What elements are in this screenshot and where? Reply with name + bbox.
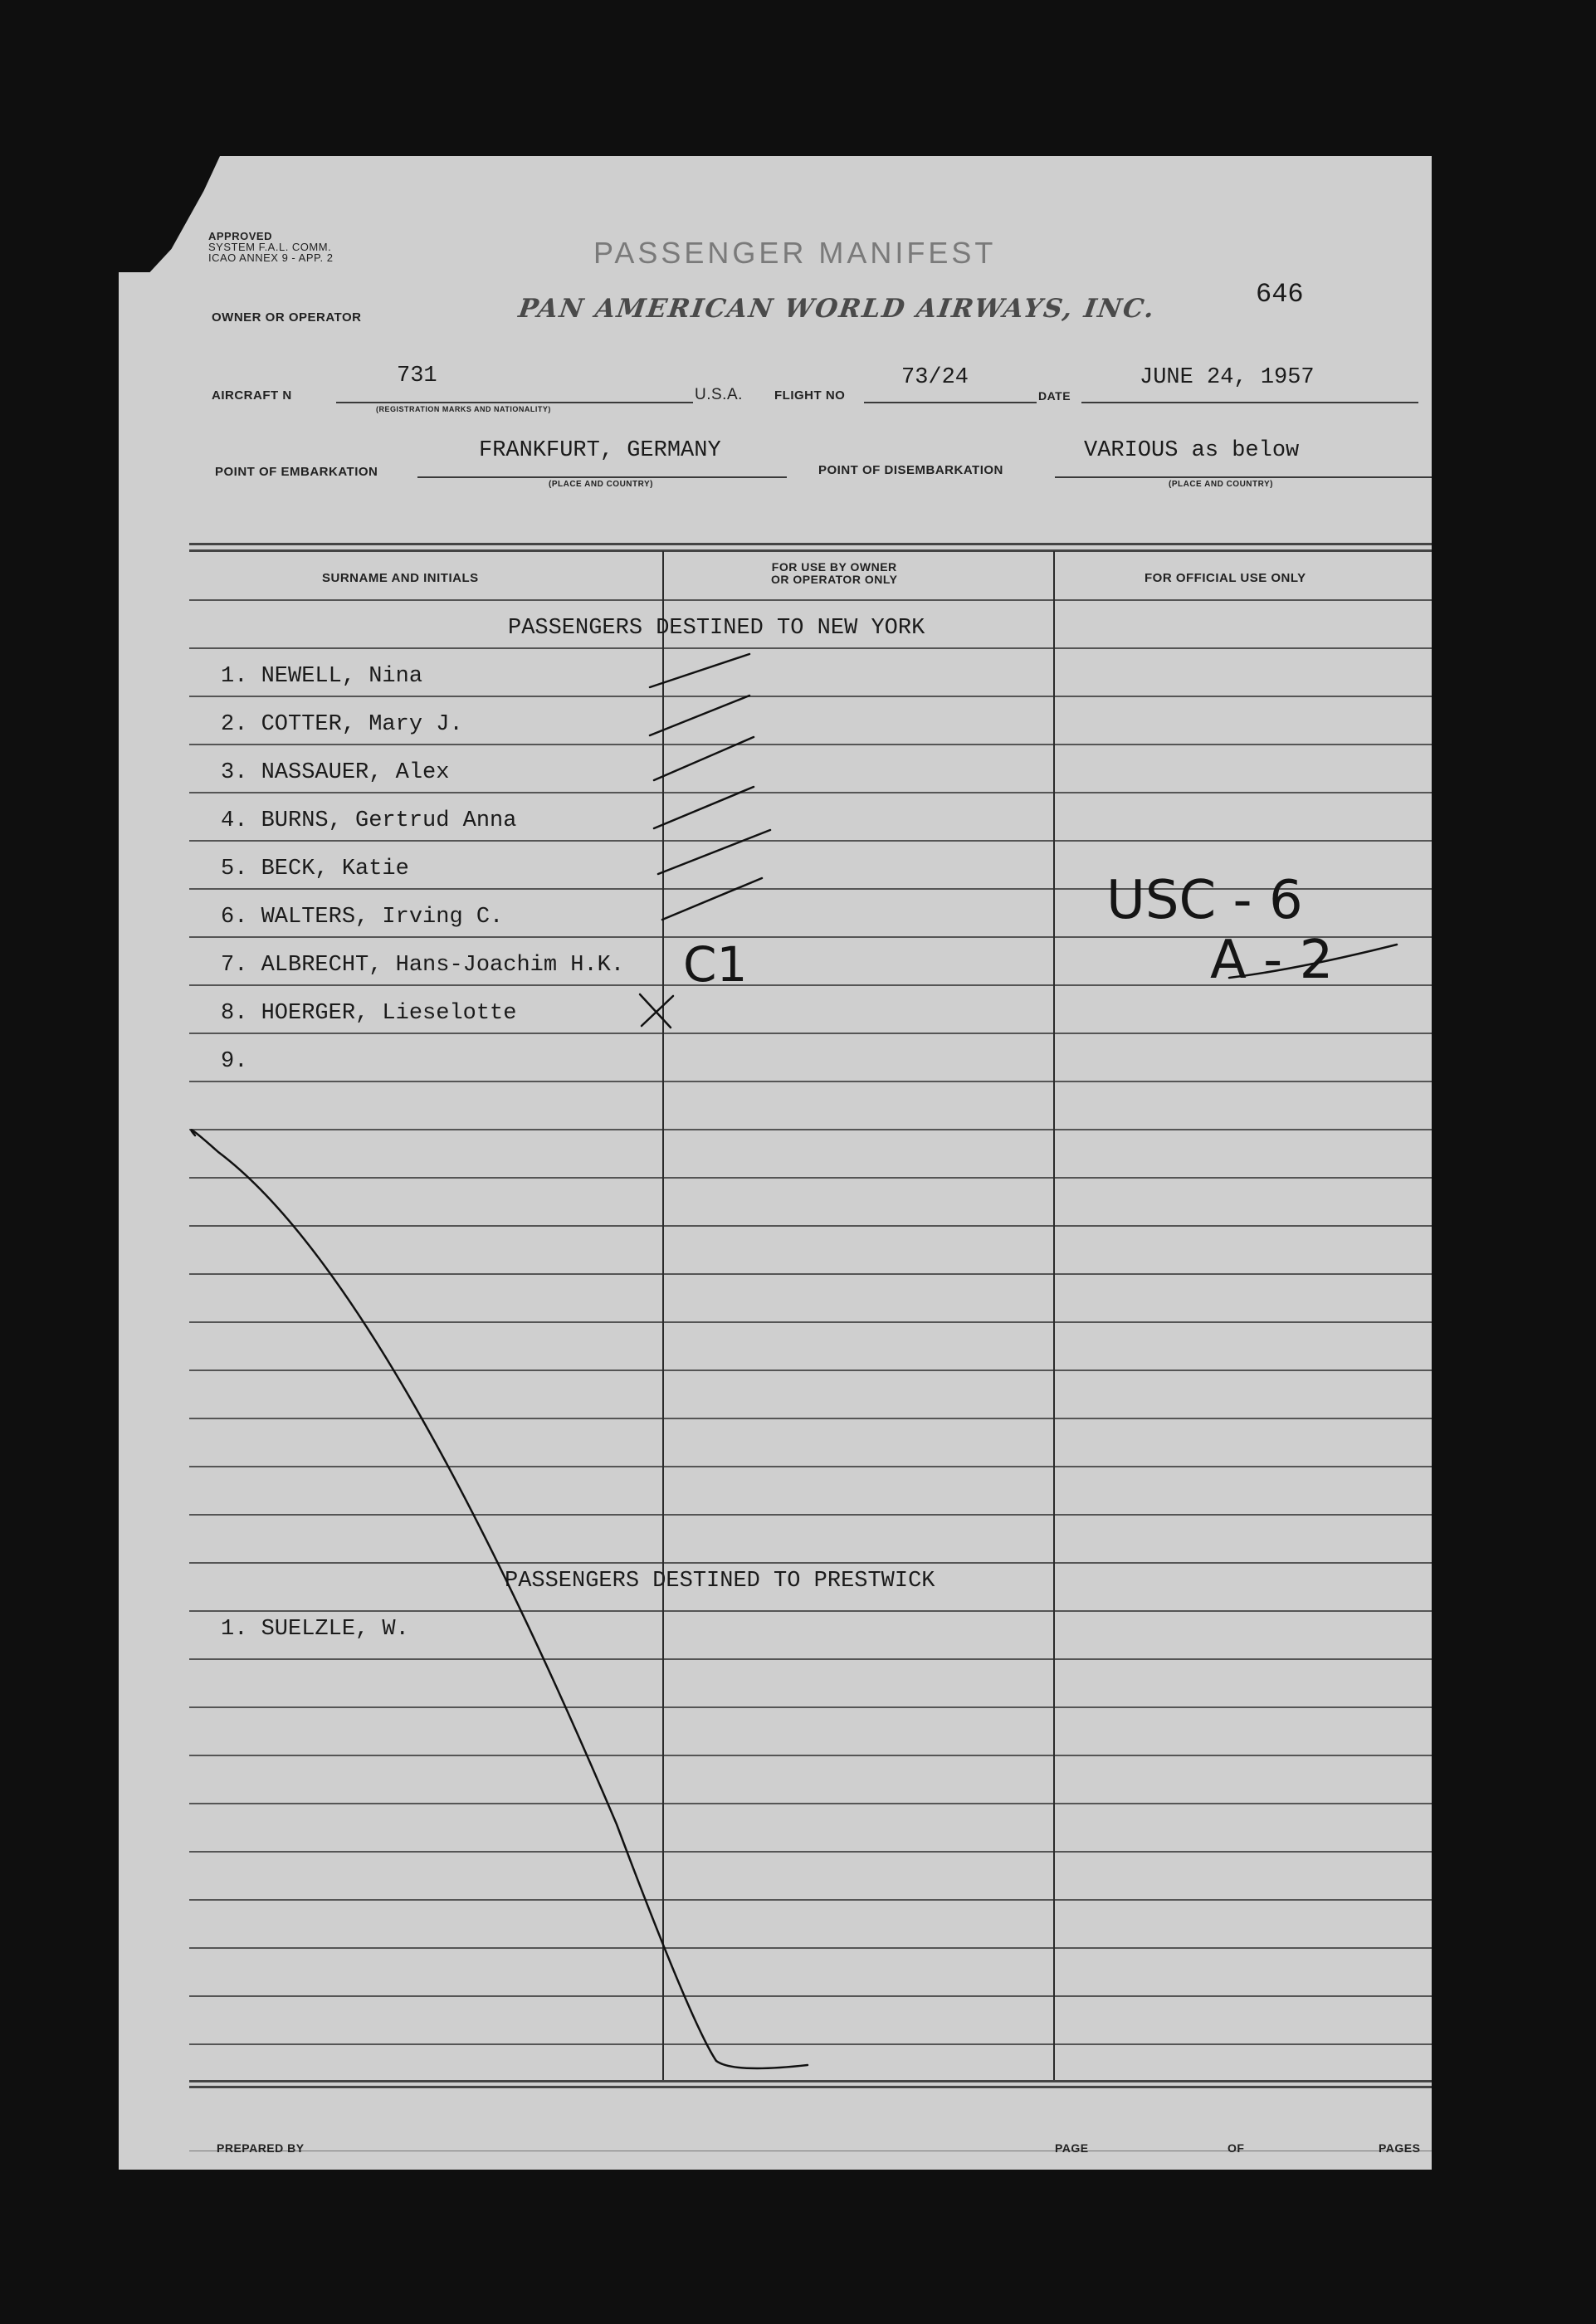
col-operator-header: FOR USE BY OWNER OR OPERATOR ONLY [771, 560, 898, 586]
x-mark [640, 994, 673, 1028]
cancellation-line [191, 1130, 808, 2068]
approval-line-2: SYSTEM F.A.L. COMM. [208, 241, 332, 253]
passenger-row: 9. [221, 1049, 248, 1074]
aircraft-value: 731 [397, 364, 437, 388]
registration-caption: (REGISTRATION MARKS AND NATIONALITY) [376, 405, 551, 413]
check-mark [658, 830, 770, 874]
approval-line-1: APPROVED [208, 230, 272, 242]
operator-handwritten-mark: C1 [683, 936, 748, 993]
date-label: DATE [1038, 389, 1071, 403]
underline-stroke [1229, 945, 1397, 978]
official-handwritten-code-2: A - 2 [1210, 930, 1334, 991]
passenger-row: 5. BECK, Katie [221, 857, 409, 881]
pages-label: PAGES [1379, 2141, 1421, 2155]
owner-label: OWNER OR OPERATOR [212, 310, 362, 325]
check-mark [662, 878, 762, 920]
check-mark [650, 696, 749, 735]
disembarkation-value: VARIOUS as below [1084, 438, 1300, 463]
usa-label: U.S.A. [695, 386, 743, 403]
passenger-row: 3. NASSAUER, Alex [221, 760, 450, 785]
page-number: 646 [1256, 279, 1304, 310]
section-heading-prestwick: PASSENGERS DESTINED TO PRESTWICK [505, 1569, 935, 1594]
pen-marks [119, 156, 1432, 2170]
section-heading-new-york: PASSENGERS DESTINED TO NEW YORK [508, 616, 925, 641]
disembarkation-label: POINT OF DISEMBARKATION [818, 463, 1003, 477]
passenger-row: 8. HOERGER, Lieselotte [221, 1001, 517, 1026]
check-mark [654, 737, 754, 780]
approval-line-3: ICAO ANNEX 9 - APP. 2 [208, 251, 334, 264]
embarkation-label: POINT OF EMBARKATION [215, 465, 378, 479]
embarkation-caption: (PLACE AND COUNTRY) [549, 480, 653, 489]
passenger-row: 2. COTTER, Mary J. [221, 712, 463, 737]
check-mark [654, 787, 754, 828]
owner-value: PAN AMERICAN WORLD AIRWAYS, INC. [516, 294, 1158, 324]
of-label: OF [1228, 2141, 1245, 2155]
disembarkation-caption: (PLACE AND COUNTRY) [1169, 480, 1273, 489]
passenger-row: 4. BURNS, Gertrud Anna [221, 808, 517, 833]
date-value: JUNE 24, 1957 [1140, 365, 1315, 390]
passenger-row: 1. SUELZLE, W. [221, 1617, 409, 1642]
embarkation-value: FRANKFURT, GERMANY [479, 438, 721, 463]
passenger-row: 7. ALBRECHT, Hans-Joachim H.K. [221, 953, 625, 978]
page-label: PAGE [1055, 2141, 1089, 2155]
check-mark [650, 654, 749, 687]
prepared-by-label: PREPARED BY [217, 2141, 305, 2155]
flight-value: 73/24 [901, 365, 969, 390]
official-handwritten-code-1: USC - 6 [1106, 870, 1303, 931]
passenger-row: 6. WALTERS, Irving C. [221, 905, 504, 930]
flight-label: FLIGHT NO [774, 388, 846, 403]
col-surname-header: SURNAME AND INITIALS [322, 571, 479, 585]
aircraft-label: AIRCRAFT N [212, 388, 292, 403]
col-official-header: FOR OFFICIAL USE ONLY [1145, 571, 1306, 585]
form-title: PASSENGER MANIFEST [593, 236, 997, 270]
manifest-sheet [119, 156, 1432, 2170]
passenger-row: 1. NEWELL, Nina [221, 664, 423, 689]
